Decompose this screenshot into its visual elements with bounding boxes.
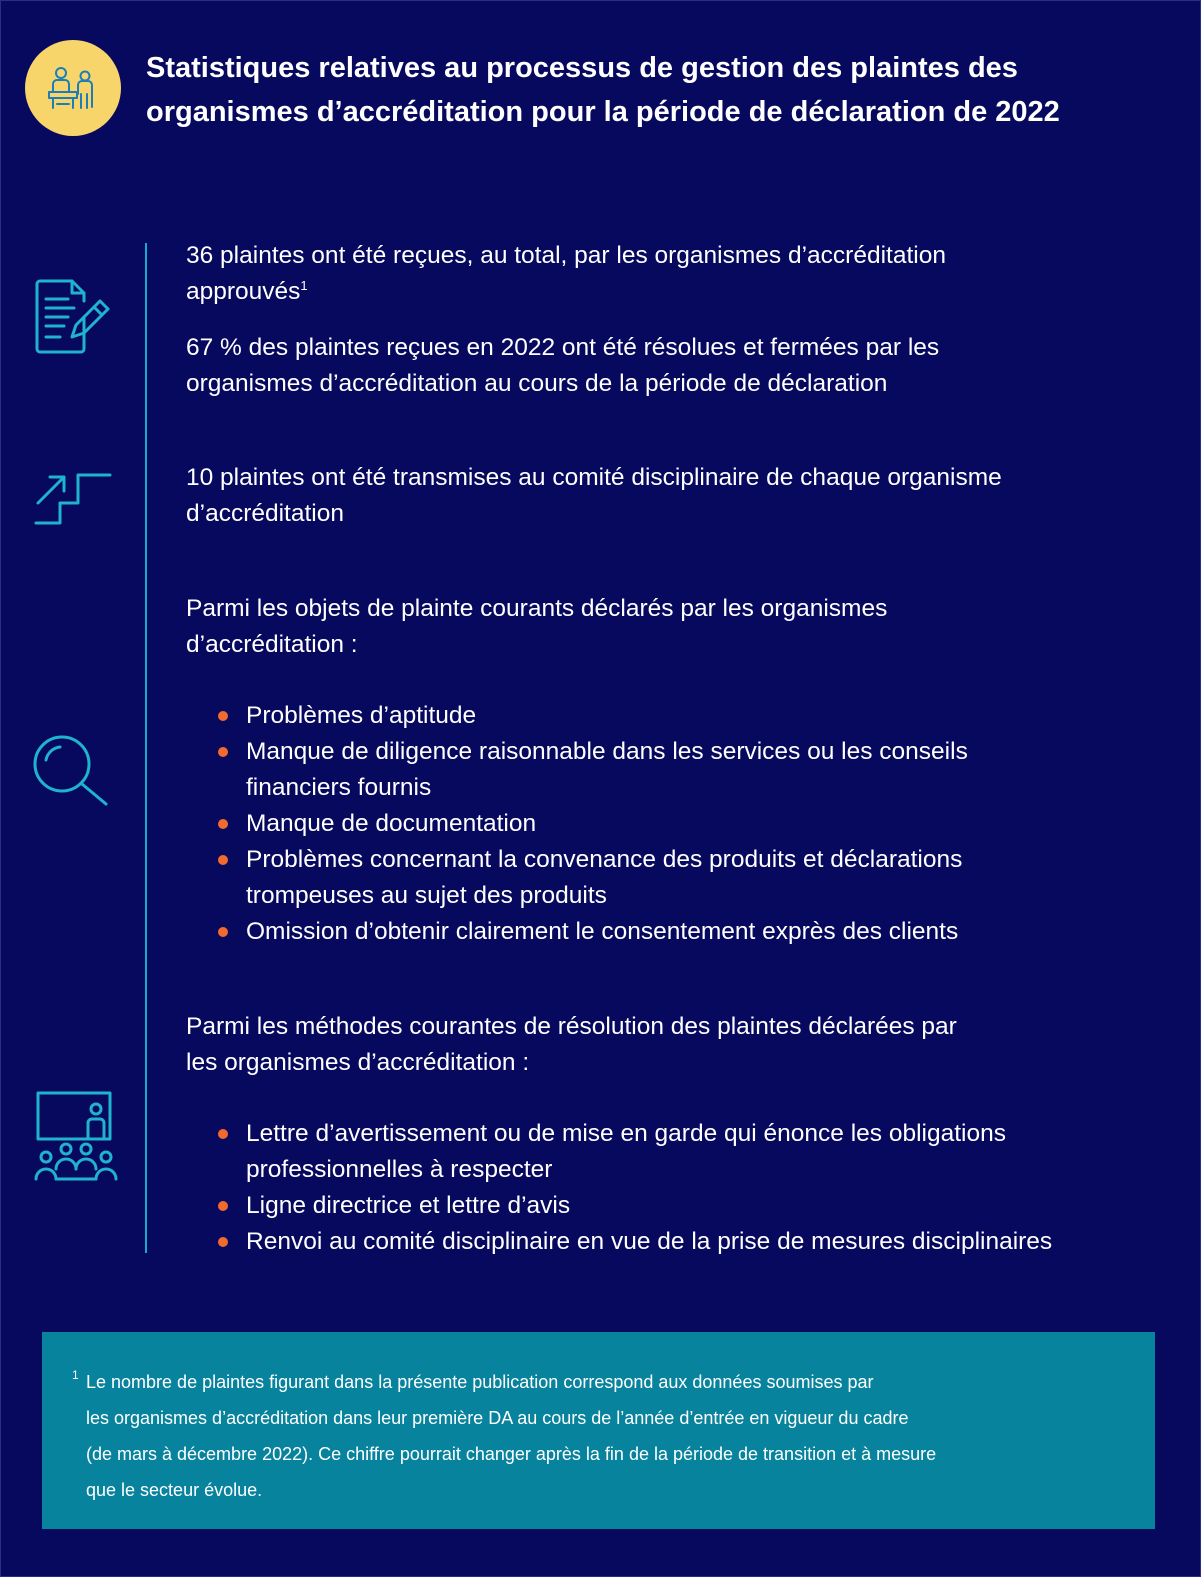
bullet-item: Lettre d’avertissement ou de mise en garde qui énonce les obligations professionnelles à respecter: [216, 1116, 1176, 1188]
bullet-dot: [218, 855, 228, 865]
magnifier-icon: [32, 734, 112, 808]
escalation-section: [186, 460, 1176, 532]
resolutions-intro: Parmi les méthodes courantes de résolution des plaintes déclarées par les organismes d’accréditation :: [186, 1013, 957, 1076]
stairs-up-icon: [34, 469, 112, 527]
footnote-box: [42, 1332, 1155, 1529]
bullet-dot: [218, 1201, 228, 1211]
document-edit-icon: [34, 279, 114, 355]
subjects-intro: Parmi les objets de plainte courants déclarés par les organismes d’accréditation :: [186, 595, 888, 658]
subjects-list: [216, 698, 1176, 950]
footnote-text: Le nombre de plaintes figurant dans la présente publication correspond aux données soumises par les organismes d’accréditation dans leur première DA au cours de l’année d’entrée en vigueur du cadre (de mars à décembre 2022). Ce chiffre pourrait changer après la fin de la période de transition et à mesure que le secteur évolue.: [86, 1372, 937, 1500]
bullet-item: Renvoi au comité disciplinaire en vue de la prise de mesures disciplinaires: [216, 1224, 1176, 1260]
complaints-section: [186, 238, 1176, 402]
bullet-item: Ligne directrice et lettre d’avis: [216, 1188, 1176, 1224]
complaints-resolved-text: 67 % des plaintes reçues en 2022 ont été résolues et fermées par les organismes d’accréditation au cours de la période de déclaration: [186, 334, 940, 397]
complaints-total-text: 36 plaintes ont été reçues, au total, par les organismes d’accréditation approuvés$^1$: [186, 242, 946, 305]
bullet-dot: [218, 711, 228, 721]
resolutions-list: [216, 1116, 1176, 1260]
bullet-dot: [218, 1237, 228, 1247]
bullet-dot: [218, 1129, 228, 1139]
bullet-item: Manque de documentation: [216, 806, 1176, 842]
bullet-item: Problèmes d’aptitude: [216, 698, 1176, 734]
bullet-dot: [218, 747, 228, 757]
footnote-ref: 1: [300, 277, 308, 293]
footnote-mark: 1: [72, 1368, 79, 1382]
presentation-audience-icon: [34, 1091, 118, 1183]
bullet-item: Problèmes concernant la convenance des produits et déclarations trompeuses au sujet des produits: [216, 842, 1176, 914]
meeting-desk-icon: [47, 66, 99, 110]
bullet-dot: [218, 819, 228, 829]
accent-divider-line: [145, 243, 147, 1253]
page-title: Statistiques relatives au processus de gestion des plaintes des organismes d’accréditation pour la période de déclaration de 2022: [146, 52, 1060, 128]
bullet-item: Omission d’obtenir clairement le consentement exprès des clients: [216, 914, 1176, 950]
header-badge: [25, 40, 121, 136]
bullet-dot: [218, 927, 228, 937]
escalation-text: 10 plaintes ont été transmises au comité disciplinaire de chaque organisme d’accréditation: [186, 464, 1002, 527]
bullet-item: Manque de diligence raisonnable dans les services ou les conseils financiers fournis: [216, 734, 1176, 806]
